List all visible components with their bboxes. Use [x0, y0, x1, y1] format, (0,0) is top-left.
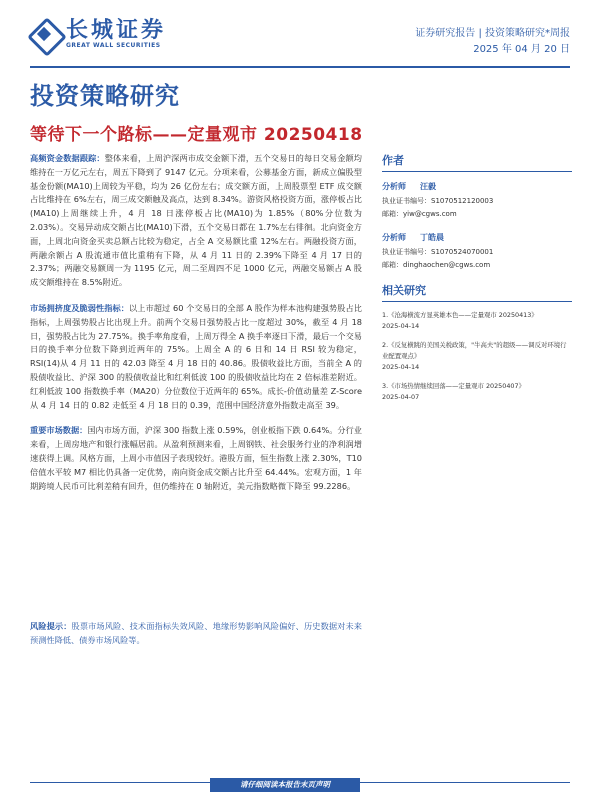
paragraph-heading: 市场拥挤度及脆弱性指标：	[30, 302, 130, 313]
paragraph-text: 以上市超过 60 个交易日的全部 A 股作为样本池构建强势股占比指标，上周强势股占比出现上升。前两个交易日强势股占比一度超过 30%，截至 4 月 18 日，强势股占比为 27.75%。换手率角度看，上周万得全 A 换手率逐日下滑，最后一个交易日的换手率分位数下降到近两年的 75%。上周全 A 的 6 日和 14 日 RSI 较为稳定，RSI(14)从 4 月 11 日的 42.03 降至 4 月 18 日的 40.86。股债收益比方面，当前全 A 的股债收益比、沪深 300 的股债收益比和红利低波 100 的股债收益比均在 2 倍标准差附近。红利低波 100 指数换手率（MA20）分位数位于近两年的 65%。成长-价值动量差 Z-Score 从 4 月 14 日的 0.82 走低至 4 月 18 日的 0.39，范围中国经济意外指数走高至 39。	[30, 302, 362, 410]
paragraph-market-data	[30, 424, 362, 493]
license-label: 执业证书编号：	[382, 197, 431, 205]
related-date: 2025-04-07	[382, 393, 420, 401]
risk-text: 股票市场风险、技术面指标失效风险、地缘形势影响风险偏好、历史数据对未来预测性降低、债券市场风险等。	[30, 621, 362, 645]
analyst-name: 汪毅	[420, 182, 436, 191]
analyst-name: 丁皓晨	[420, 233, 444, 242]
risk-warning	[30, 620, 362, 648]
analyst-role: 分析师	[382, 182, 406, 191]
logo-chinese-name: 长城证券	[66, 17, 167, 43]
report-body	[30, 152, 362, 505]
related-research-item[interactable]	[382, 340, 572, 373]
license-number: S1070512120003	[431, 197, 494, 205]
related-research-list	[382, 310, 572, 403]
company-logo	[30, 18, 166, 49]
risk-heading: 风险提示：	[30, 621, 72, 631]
analyst-card	[382, 180, 572, 221]
license-number: S1070524070001	[431, 248, 494, 256]
license-label: 执业证书编号：	[382, 248, 431, 256]
paragraph-heading: 高频资金数据跟踪：	[30, 153, 105, 163]
email-label: 邮箱：	[382, 261, 403, 269]
analyst-role: 分析师	[382, 233, 406, 242]
authors-heading: 作者	[382, 152, 572, 172]
paragraph-text: 整体来看，上周沪深两市成交金额下滑，五个交易日的每日交易金额均维持在一万亿元左右，周五下降到了 9147 亿元。分项来看，公募基金方面，新成立偏股型基金份额(MA10)上周较为平稳，均为 26 亿份左右；成交额方面，上周股票型 ETF 成交额占比维持在 6%左右，周三成交额触及高点，达到 8.34%。游资风格投资方面，涨停板占比(MA10)上周继续上升，4 月 18 日涨停板占比(MA10)为 1.85%（80%分位数为 2.03%）。交易异动成交额占比(MA10)下滑，五个交易日都在 1.7%左右徘徊。北向资金方面，上周北向资金买卖总额占比较为稳定，占全 A 交易额比重 12%左右。两融投资方面，两融余额占 A 股流通市值比重稍有下降，从 4 月 11 日的 2.39%下降至 4 月 17 日的 2.37%；两融交易额周一为 1195 亿元，周二至周四不足 1000 亿元，两融交易额占 A 股成交额维持在 8.5%附近。	[30, 153, 362, 288]
related-title: 1.《沧海横流方显英雄本色——定量观市 20250413》	[382, 311, 538, 319]
related-title: 3.《市场热情继续回落——定量观市 20250407》	[382, 382, 525, 390]
report-type: 证券研究报告 | 投资策略研究*周报	[415, 28, 570, 39]
analyst-email-link[interactable]: yiw@cgws.com	[403, 210, 457, 218]
related-title: 2.《反复横跳的美国关税政策，"牛高夫"的超级——调反对环境行业配置观点》	[382, 341, 567, 360]
email-label: 邮箱：	[382, 210, 403, 218]
related-research-item[interactable]	[382, 381, 572, 403]
related-date: 2025-04-14	[382, 322, 420, 330]
paragraph-fund-flow	[30, 152, 362, 290]
logo-english-name: GREAT WALL SECURITIES	[66, 42, 161, 49]
report-category: 投资策略研究	[30, 82, 180, 110]
report-meta	[415, 26, 570, 58]
analyst-email-link[interactable]: dinghaochen@cgws.com	[403, 261, 491, 269]
report-title: 等待下一个路标——定量观市 20250418	[30, 125, 363, 145]
report-date: 2025 年 04 月 20 日	[473, 44, 570, 55]
sidebar	[382, 152, 572, 411]
paragraph-heading: 重要市场数据：	[30, 425, 88, 436]
related-research-item[interactable]	[382, 310, 572, 332]
paragraph-crowding	[30, 302, 362, 412]
analyst-card	[382, 231, 572, 272]
logo-mark-icon	[30, 20, 58, 48]
footer-disclaimer: 请仔细阅读本报告末页声明	[240, 780, 330, 789]
paragraph-text: 国内市场方面，沪深 300 指数上涨 0.59%，创业板指下跌 0.64%。分行业来看，上周房地产和银行涨幅居前。从盈利预测来看，上周钢铁、社会服务行业的净利润增速获得上调。风格方面，上周小市值因子表现较好。港股方面，恒生指数上涨 2.30%，T10 倍值水平较 M7 相比仍具备一定优势，南向资金成交额占比升至 64.44%。宏观方面，1 年期跨境人民币可比利差稍有回升，但仍维持在 0 轴附近，美元指数略微下降至 99.2286。	[30, 425, 362, 491]
related-research-heading: 相关研究	[382, 282, 572, 302]
header-divider	[30, 66, 570, 68]
related-date: 2025-04-14	[382, 363, 420, 371]
